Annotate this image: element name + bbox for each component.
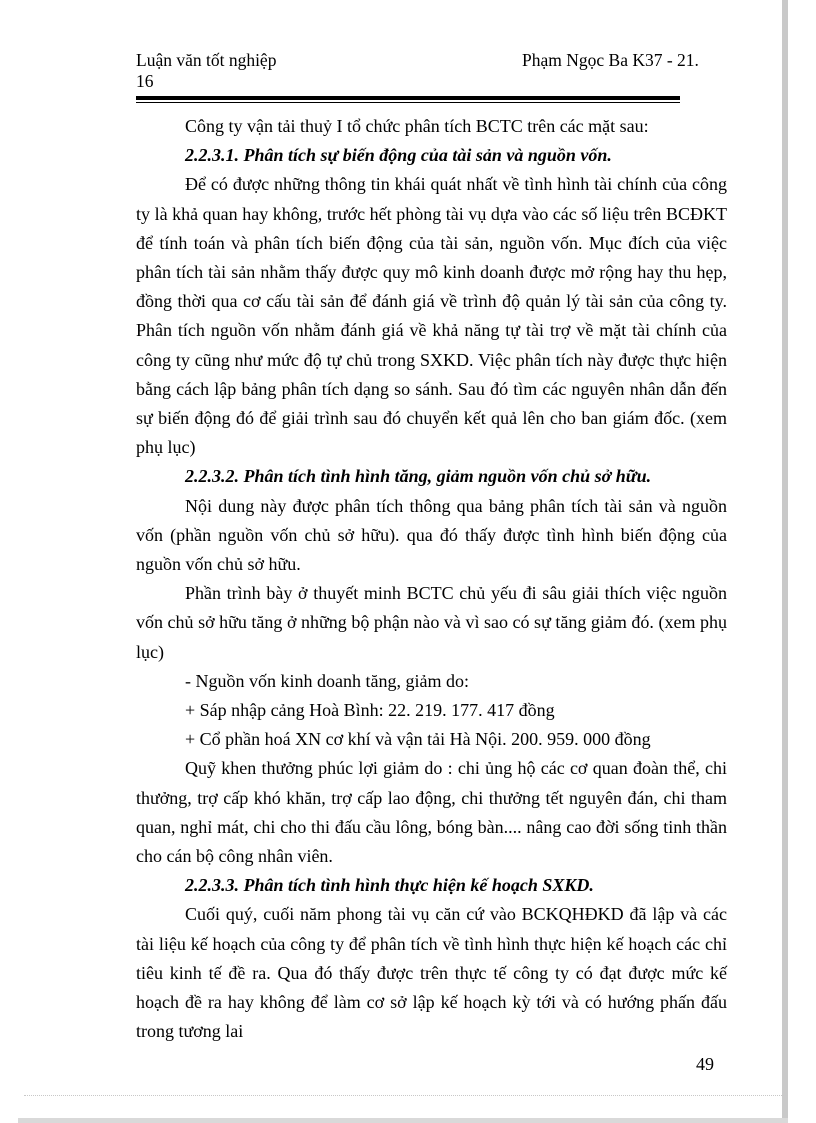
heading-2-2-3-2: 2.2.3.2. Phân tích tình hình tăng, giảm nguồn vốn chủ sở hữu. — [185, 466, 652, 487]
paragraph-plan-analysis: Cuối quý, cuối năm phong tài vụ căn cứ vào BCKQHĐKD đã lập và các tài liệu kế hoạch của công ty để phân tích về tình hình thực hiện kế hoạch các chỉ tiêu kinh tế đề ra. Qua đó thấy được trên thực tế công ty có đạt được mức kế hoạch đề ra hay không để làm cơ sở lập kế hoạch kỳ tới và có hướng phấn đấu trong tương lai — [136, 904, 727, 1042]
list-item-equitization: + Cổ phần hoá XN cơ khí và vận tải Hà Nội. 200. 959. 000 đồng — [185, 729, 651, 750]
paragraph-asset-analysis: Để có được những thông tin khái quát nhất về tình hình tài chính của công ty là khả quan hay không, trước hết phòng tài vụ dựa vào các số liệu trên BCĐKT để tính toán và phân tích biến động của tài sản, nguồn vốn. Mục đích của việc phân tích tài sản nhằm thấy được quy mô kinh doanh được mở rộng hay thu hẹp, đồng thời qua cơ cấu tài sản để đánh giá về trình độ quản lý tài sản của công ty. Phân tích nguồn vốn nhằm đánh giá về khả năng tự tài trợ về mặt tài chính của công ty cũng như mức độ tự chủ trong SXKD. Việc phân tích này được thực hiện bằng cách lập bảng phân tích dạng so sánh. Sau đó tìm các nguyên nhân dẫn đến sự biến động đó để giải trình sau đó chuyển kết quả lên cho ban giám đốc. (xem phụ lục) — [136, 174, 727, 458]
header-sub-number: 16 — [136, 71, 154, 91]
page-edge-dotted — [24, 1095, 786, 1096]
header-author: Phạm Ngọc Ba K37 - 21. — [522, 50, 699, 70]
paragraph-equity-explanation: Phần trình bày ở thuyết minh BCTC chủ yếu đi sâu giải thích việc nguồn vốn chủ sở hữu tăng ở những bộ phận nào và vì sao có sự tăng giảm đó. (xem phụ lục) — [136, 583, 727, 662]
paragraph-equity-content: Nội dung này được phân tích thông qua bảng phân tích tài sản và nguồn vốn (phần nguồn vốn chủ sở hữu). qua đó thấy được tình hình biến động của nguồn vốn chủ sở hữu. — [136, 495, 727, 575]
page-number: 49 — [696, 1054, 714, 1074]
paragraph-welfare-fund: Quỹ khen thưởng phúc lợi giảm do : chi ủng hộ các cơ quan đoàn thể, chi thưởng, trợ cấp khó khăn, trợ cấp lao động, chi thưởng tết nguyên đán, chi tham quan, nghỉ mát, chi cho thi đấu cầu lông, bóng bàn.... nâng cao đời sống tinh thần cho cán bộ công nhân viên. — [136, 758, 727, 867]
heading-2-2-3-1: 2.2.3.1. Phân tích sự biến động của tài sản và nguồn vốn. — [185, 145, 612, 166]
header-thesis-title: Luận văn tốt nghiệp — [136, 50, 277, 70]
page-shadow-right — [782, 0, 788, 1123]
page-body — [136, 112, 727, 1047]
paragraph-intro: Công ty vận tải thuỷ I tổ chức phân tích BCTC trên các mặt sau: — [185, 116, 649, 136]
heading-2-2-3-3: 2.2.3.3. Phân tích tình hình thực hiện kế hoạch SXKD. — [185, 875, 594, 896]
list-intro: - Nguồn vốn kinh doanh tăng, giảm do: — [185, 670, 469, 691]
header-rule-thick — [136, 96, 680, 100]
header-rule-thin — [136, 102, 680, 103]
page-shadow-bottom — [18, 1118, 788, 1123]
list-item-merger: + Sáp nhập cảng Hoà Bình: 22. 219. 177. 417 đồng — [185, 700, 555, 721]
